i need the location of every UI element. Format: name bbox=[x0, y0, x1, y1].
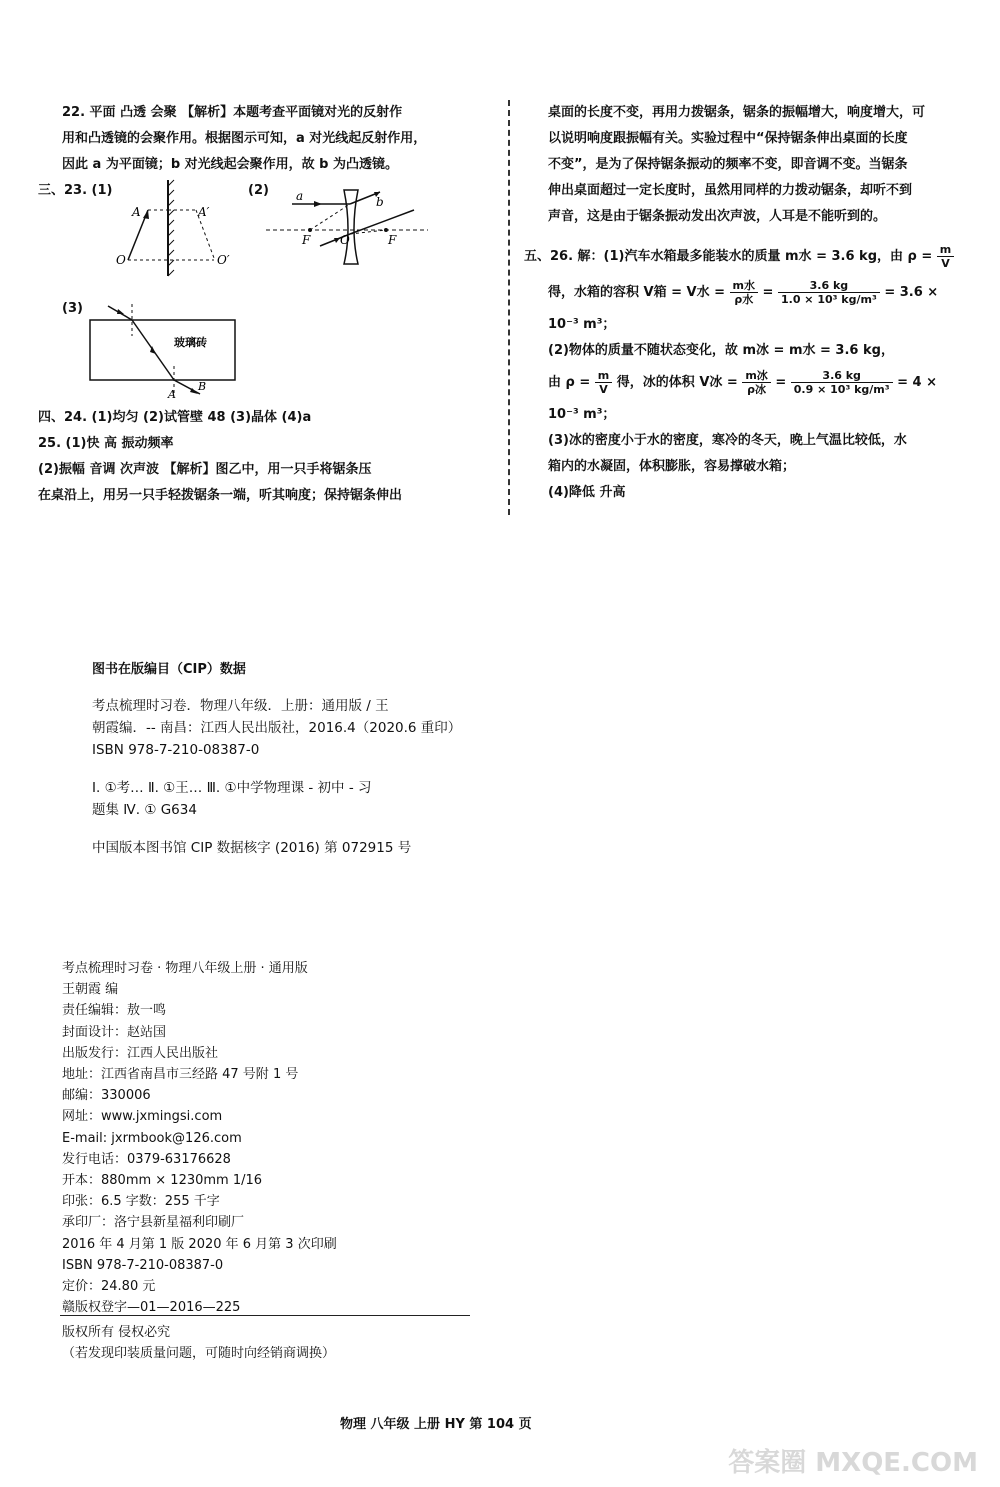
cip-line: 题集 Ⅳ. ① G634 bbox=[92, 802, 197, 818]
info-line: ISBN 978-7-210-08387-0 bbox=[62, 1257, 224, 1273]
q26-line9: (4)降低 升高 bbox=[548, 485, 626, 500]
fraction: $\frac{m}{V}$ bbox=[937, 243, 954, 270]
q26-line6: 10⁻³ m³； bbox=[548, 407, 616, 422]
info-line: 承印厂：洛宁县新星福利印刷厂 bbox=[62, 1215, 245, 1231]
info-line: 地址：江西省南昌市三经路 47 号附 1 号 bbox=[62, 1067, 299, 1083]
figure-glass-brick bbox=[88, 300, 248, 400]
text-line: 因此 a 为平面镜；b 对光线起会聚作用，故 b 为凸透镜。 bbox=[62, 157, 399, 172]
cip-title: 图书在版编目（CIP）数据 bbox=[92, 662, 246, 677]
info-line: E-mail: jxrmbook@126.com bbox=[62, 1130, 242, 1146]
q26-line7: (3)冰的密度小于水的密度，寒冷的冬天，晚上气温比较低，水 bbox=[548, 433, 907, 448]
q26-solution bbox=[524, 240, 984, 506]
publishing-info bbox=[62, 958, 337, 1318]
info-line: 2016 年 4 月第 1 版 2020 年 6 月第 3 次印刷 bbox=[62, 1236, 337, 1252]
text-line: 用和凸透镜的会聚作用。根据图示可知，a 对光线起反射作用， bbox=[62, 131, 427, 146]
text-line: 四、24. (1)均匀 (2)试管壁 48 (3)晶体 (4)a bbox=[38, 410, 312, 425]
cip-line: 考点梳理时习卷．物理八年级．上册：通用版 / 王 bbox=[92, 698, 389, 714]
label-A3: A bbox=[168, 388, 176, 400]
info-line: 网址：www.jxmingsi.com bbox=[62, 1109, 223, 1125]
info-line: 定价：24.80 元 bbox=[62, 1279, 156, 1295]
text-line: (2)振幅 音调 次声波 【解析】图乙中，用一只手将锯条压 bbox=[38, 462, 372, 477]
cip-line: 中国版本图书馆 CIP 数据核字 (2016) 第 072915 号 bbox=[92, 840, 412, 856]
figure-plane-mirror bbox=[110, 178, 240, 278]
label-glass: 玻璃砖 bbox=[174, 336, 207, 349]
left-column-top bbox=[62, 100, 502, 178]
text-line: 22. 平面 凸透 会聚 【解析】本题考查平面镜对光的反射作 bbox=[62, 105, 403, 120]
right-column bbox=[548, 100, 978, 230]
figure-lens bbox=[262, 182, 432, 267]
q26-line4: (2)物体的质量不随状态变化，故 m冰 = m水 = 3.6 kg， bbox=[548, 343, 894, 358]
cip-line: 朝霞编．-- 南昌：江西人民出版社，2016.4（2020.6 重印） bbox=[92, 720, 462, 736]
text-line: 不变”，是为了保持锯条振动的频率不变，即音调不变。当锯条 bbox=[548, 157, 908, 172]
q26-line1: 五、26. 解：(1)汽车水箱最多能装水的质量 m水 = 3.6 kg，由 ρ = $\frac{m}{V}$ bbox=[524, 240, 984, 274]
text-line: 伸出桌面超过一定长度时，虽然用同样的力拨动锯条，却听不到 bbox=[548, 183, 913, 198]
text-line: 25. (1)快 高 振动频率 bbox=[38, 436, 174, 451]
label-F-right: F bbox=[388, 233, 397, 247]
cip-block bbox=[92, 695, 461, 859]
info-line: 邮编：330006 bbox=[62, 1088, 151, 1104]
text-line: 桌面的长度不变，再用力拨锯条，锯条的振幅增大，响度增大，可 bbox=[548, 105, 926, 120]
label-F-left: F bbox=[302, 233, 311, 247]
info-line: 责任编辑：敖一鸣 bbox=[62, 1003, 167, 1019]
label-B3: B bbox=[198, 380, 207, 393]
q23-label: 三、23. (1) bbox=[38, 183, 113, 198]
separator-line bbox=[60, 1315, 470, 1316]
label-b: b bbox=[376, 195, 384, 209]
label-O-prime: O′ bbox=[217, 253, 230, 267]
page-footer: 物理 八年级 上册 HY 第 104 页 bbox=[340, 1417, 532, 1432]
text-line: 声音，这是由于锯条振动发出次声波，人耳是不能听到的。 bbox=[548, 209, 887, 224]
label-A: A bbox=[132, 205, 141, 219]
label-O2: O bbox=[340, 233, 350, 247]
q23-part2-label: (2) bbox=[248, 183, 269, 198]
left-column-bottom bbox=[38, 405, 508, 509]
info-line: 出版发行：江西人民出版社 bbox=[62, 1045, 219, 1061]
info-line: 封面设计：赵站国 bbox=[62, 1024, 167, 1040]
q26-line3: 10⁻³ m³； bbox=[548, 317, 616, 332]
column-divider bbox=[508, 100, 510, 515]
info-line: 考点梳理时习卷 · 物理八年级上册 · 通用版 bbox=[62, 961, 308, 976]
info-line: 印张：6.5 字数：255 千字 bbox=[62, 1194, 220, 1210]
rights-line: （若发现印装质量问题，可随时向经销商调换） bbox=[62, 1346, 336, 1362]
q26-line5: 由 ρ = $\frac{m}{V}$ 得，冰的体积 V冰 = $\frac{\text{m冰}}{\text{ρ冰}}$ = $\frac{3.6 kg}{\text{0.9 × 10³ kg/m³}}$ = 4 × bbox=[548, 369, 938, 396]
label-a: a bbox=[296, 189, 304, 203]
label-O: O bbox=[116, 253, 126, 267]
q26-line2: 得，水箱的容积 V箱 = V水 = $\frac{\text{m水}}{\text{ρ水}}$ = $\frac{3.6 kg}{\text{1.0 × 10³ kg/m³}}$ = 3.6 × bbox=[548, 279, 939, 306]
text-line: 以说明响度跟振幅有关。实验过程中“保持锯条伸出桌面的长度 bbox=[548, 131, 908, 146]
info-line: 发行电话：0379-63176628 bbox=[62, 1151, 231, 1167]
cip-line: Ⅰ. ①考… Ⅱ. ①王… Ⅲ. ①中学物理课 - 初中 - 习 bbox=[92, 780, 372, 796]
info-line: 赣版权登字—01—2016—225 bbox=[62, 1300, 241, 1316]
info-line: 王朝霞 编 bbox=[62, 982, 119, 998]
rights-block bbox=[62, 1322, 335, 1364]
text-line: 在桌沿上，用另一只手轻拨锯条一端，听其响度；保持锯条伸出 bbox=[38, 488, 403, 503]
rights-line: 版权所有 侵权必究 bbox=[62, 1325, 171, 1340]
watermark: 答案圈 MXQE.COM bbox=[728, 1448, 978, 1478]
cip-line: ISBN 978-7-210-08387-0 bbox=[92, 742, 260, 758]
q26-line8: 箱内的水凝固，体积膨胀，容易撑破水箱； bbox=[548, 459, 796, 474]
q23-part3-label: (3) bbox=[62, 301, 83, 316]
label-A-prime: A′ bbox=[198, 205, 210, 219]
info-line: 开本：880mm × 1230mm 1/16 bbox=[62, 1173, 263, 1189]
